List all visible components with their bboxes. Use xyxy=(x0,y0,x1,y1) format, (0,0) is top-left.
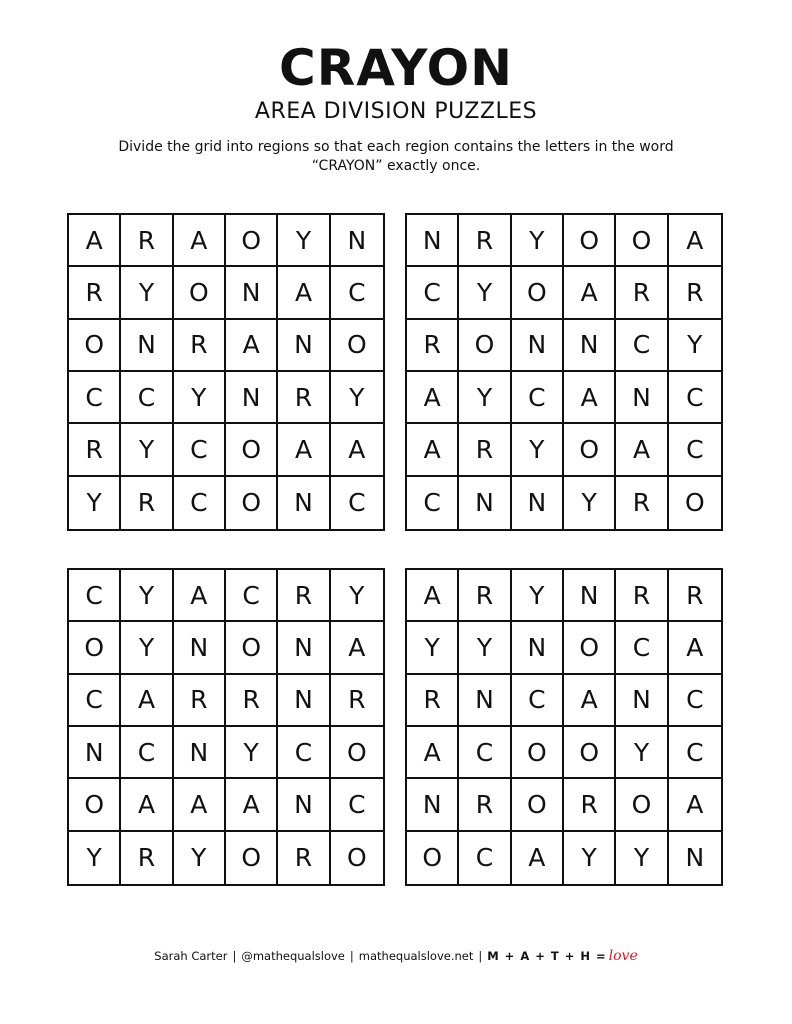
grid-cell: C xyxy=(669,727,721,779)
grid-cell: O xyxy=(616,779,668,831)
grid-cell: R xyxy=(669,267,721,319)
footer-separator: | xyxy=(478,949,483,963)
grid-cell: O xyxy=(459,320,511,372)
grid-cell: R xyxy=(459,424,511,476)
grid-cell: R xyxy=(564,779,616,831)
grid-cell: R xyxy=(459,779,511,831)
grid-cell: R xyxy=(121,832,173,884)
grid-cell: A xyxy=(226,779,278,831)
footer-logo-script: love xyxy=(608,948,638,964)
grid-cell: Y xyxy=(459,372,511,424)
grid-cell: C xyxy=(331,779,383,831)
grid-cell: R xyxy=(278,372,330,424)
grid-cell: N xyxy=(174,622,226,674)
page-subtitle: AREA DIVISION PUZZLES xyxy=(254,99,538,124)
grid-cell: N xyxy=(512,320,564,372)
grid-cell: R xyxy=(69,424,121,476)
grid-cell: R xyxy=(226,675,278,727)
grid-cell: Y xyxy=(512,215,564,267)
footer-logo-text: M + A + T + H = xyxy=(487,949,607,963)
grid-cell: N xyxy=(564,320,616,372)
grid-cell: A xyxy=(226,320,278,372)
grid-cell: C xyxy=(407,477,459,529)
grid-cell: O xyxy=(69,779,121,831)
grid-cell: O xyxy=(226,622,278,674)
grid-cell: Y xyxy=(512,570,564,622)
grid-cell: A xyxy=(407,727,459,779)
grid-cell: N xyxy=(512,622,564,674)
grid-cell: R xyxy=(616,477,668,529)
grid-cell: A xyxy=(564,372,616,424)
grid-cell: C xyxy=(226,570,278,622)
grid-cell: R xyxy=(121,477,173,529)
grid-cell: N xyxy=(564,570,616,622)
grid-cell: O xyxy=(346,843,367,873)
grid-cell: N xyxy=(616,372,668,424)
grid-cell: C xyxy=(512,675,564,727)
grid-cell: R xyxy=(331,675,383,727)
grid-cell: R xyxy=(407,675,459,727)
grid-cell: O xyxy=(226,424,278,476)
footer-website: mathequalslove.net xyxy=(358,949,474,963)
grid-cell: Y xyxy=(174,832,226,884)
instructions-text: Divide the grid into regions so that each region contains the letters in the word “CRAYON” exactly once. xyxy=(118,139,674,174)
grid-cell: O xyxy=(512,779,564,831)
grid-cell: C xyxy=(331,267,383,319)
grid-cell: N xyxy=(407,779,459,831)
grid-cell: N xyxy=(226,267,278,319)
grid-cell: Y xyxy=(669,320,721,372)
grid-cell: N xyxy=(174,727,226,779)
puzzle-grid-3 xyxy=(67,568,385,886)
grid-cell: O xyxy=(226,215,278,267)
grid-cell: C xyxy=(69,570,121,622)
grid-cell: A xyxy=(278,424,330,476)
grid-cell: N xyxy=(459,675,511,727)
puzzle-grid-4 xyxy=(405,568,723,886)
grid-cell: A xyxy=(669,779,721,831)
grid-cell: C xyxy=(69,372,121,424)
grid-cell: Y xyxy=(564,832,616,884)
grid-cell: Y xyxy=(174,372,226,424)
grid-cell: R xyxy=(121,215,173,267)
grid-cell: C xyxy=(121,372,173,424)
grid-cell: R xyxy=(459,570,511,622)
grid-cell: C xyxy=(69,675,121,727)
grid-cell: N xyxy=(226,372,278,424)
grid-cell: Y xyxy=(407,622,459,674)
grid-cell: A xyxy=(174,215,226,267)
grid-cell: O xyxy=(69,622,121,674)
grid-cell: A xyxy=(331,424,383,476)
grid-cell: O xyxy=(174,267,226,319)
grid-cell: R xyxy=(407,320,459,372)
footer-handle: @mathequalslove xyxy=(241,949,345,963)
grid-cell: C xyxy=(669,372,721,424)
grid-cell: C xyxy=(669,424,721,476)
grid-cell: Y xyxy=(121,570,173,622)
grid-cell: Y xyxy=(459,267,511,319)
grid-cell: R xyxy=(669,570,721,622)
puzzle-grid-1 xyxy=(67,213,385,531)
grid-cell: O xyxy=(564,215,616,267)
grid-cell: Y xyxy=(564,477,616,529)
grid-cell: N xyxy=(685,843,705,873)
grid-cell: Y xyxy=(278,215,330,267)
grid-cell: C xyxy=(174,477,226,529)
grid-cell: N xyxy=(69,727,121,779)
grid-cell: A xyxy=(616,424,668,476)
grid-cell: A xyxy=(331,622,383,674)
grid-cell: A xyxy=(278,267,330,319)
grid-cell: A xyxy=(174,570,226,622)
grid-cell: N xyxy=(331,215,383,267)
grid-cell: C xyxy=(278,727,330,779)
grid-cell: C xyxy=(669,675,721,727)
grid-cell: A xyxy=(669,215,721,267)
grid-cell: O xyxy=(407,832,459,884)
grid-cell: N xyxy=(459,477,511,529)
grid-cell: A xyxy=(69,215,121,267)
footer xyxy=(0,948,792,964)
grid-cell: N xyxy=(278,320,330,372)
grid-cell: N xyxy=(278,477,330,529)
grid-cell: R xyxy=(459,215,511,267)
grid-cell: N xyxy=(121,320,173,372)
grid-cell: A xyxy=(121,779,173,831)
grid-cell: Y xyxy=(512,424,564,476)
grid-cell: O xyxy=(616,215,668,267)
grid-cell: C xyxy=(616,622,668,674)
grid-cell: O xyxy=(564,424,616,476)
grid-cell: R xyxy=(174,320,226,372)
grid-cell: O xyxy=(684,488,705,518)
grid-cell: R xyxy=(278,570,330,622)
footer-separator: | xyxy=(232,949,237,963)
grid-cell: R xyxy=(278,832,330,884)
grid-cell: A xyxy=(174,779,226,831)
grid-cell: O xyxy=(226,832,278,884)
footer-author: Sarah Carter xyxy=(154,949,228,963)
grid-cell: A xyxy=(407,372,459,424)
grid-cell: O xyxy=(226,477,278,529)
grid-cell: O xyxy=(512,727,564,779)
grid-cell: N xyxy=(512,477,564,529)
grid-cell: A xyxy=(121,675,173,727)
grid-cell: A xyxy=(407,424,459,476)
grid-cell: C xyxy=(121,727,173,779)
grid-cell: N xyxy=(616,675,668,727)
grid-cell: C xyxy=(407,267,459,319)
grid-cell: O xyxy=(564,622,616,674)
grid-cell: Y xyxy=(331,372,383,424)
grid-cell: Y xyxy=(226,727,278,779)
grid-cell: C xyxy=(512,372,564,424)
grid-cell: C xyxy=(616,320,668,372)
grid-cell: Y xyxy=(69,477,121,529)
grid-cell: N xyxy=(278,622,330,674)
grid-cell: O xyxy=(564,727,616,779)
grid-cell: A xyxy=(564,675,616,727)
grid-cell: A xyxy=(564,267,616,319)
footer-separator: | xyxy=(349,949,354,963)
grid-cell: O xyxy=(69,320,121,372)
grid-cell: Y xyxy=(331,570,383,622)
grid-cell: A xyxy=(407,570,459,622)
grid-cell: Y xyxy=(69,832,121,884)
grid-cell: R xyxy=(174,675,226,727)
grid-cell: Y xyxy=(121,622,173,674)
grid-cell: Y xyxy=(121,424,173,476)
grid-cell: N xyxy=(278,779,330,831)
grid-cell: Y xyxy=(616,832,668,884)
grid-cell: C xyxy=(348,488,366,518)
grid-cell: O xyxy=(512,267,564,319)
grid-cell: Y xyxy=(121,267,173,319)
grid-cell: R xyxy=(69,267,121,319)
grid-cell: R xyxy=(616,570,668,622)
grid-cell: R xyxy=(616,267,668,319)
grid-cell: A xyxy=(512,832,564,884)
grid-cell: O xyxy=(331,727,383,779)
grid-cell: O xyxy=(331,320,383,372)
grid-cell: C xyxy=(459,832,511,884)
page-title: CRAYON xyxy=(279,39,513,97)
grid-cell: A xyxy=(669,622,721,674)
puzzle-grid-2 xyxy=(405,213,723,531)
grid-cell: C xyxy=(459,727,511,779)
grid-cell: C xyxy=(174,424,226,476)
grid-cell: N xyxy=(278,675,330,727)
grid-cell: Y xyxy=(459,622,511,674)
grid-cell: N xyxy=(407,215,459,267)
grid-cell: Y xyxy=(616,727,668,779)
